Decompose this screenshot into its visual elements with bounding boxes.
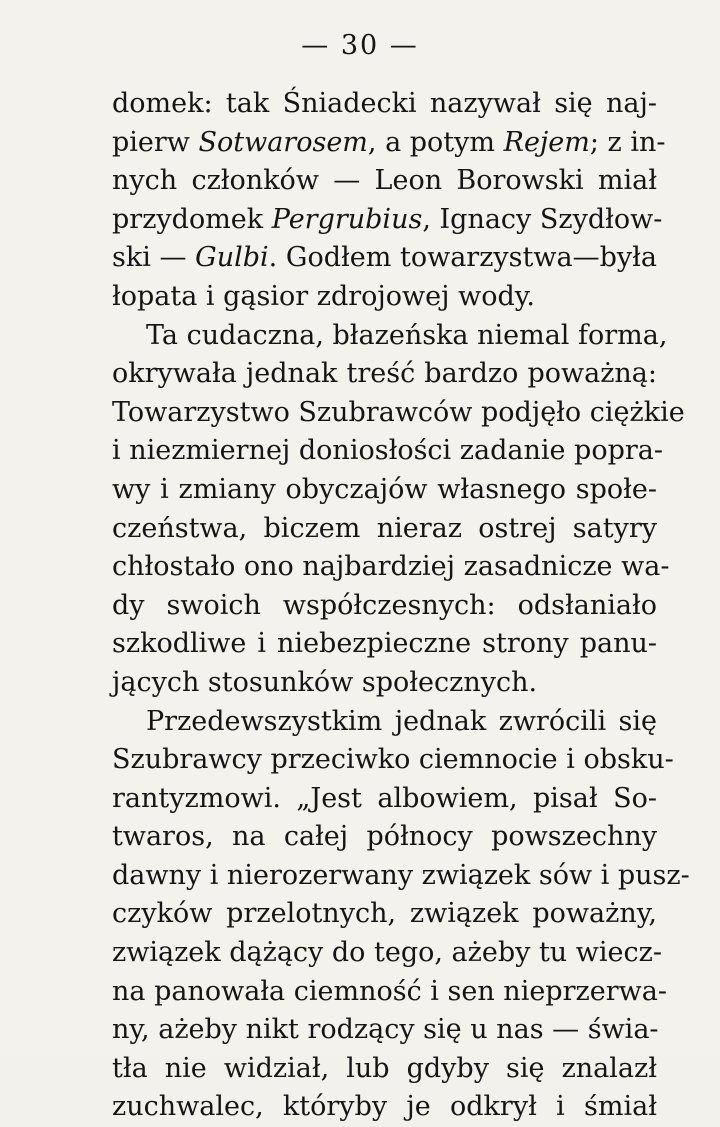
text-run: dawny i nierozerwany związek sów i pusz- [112,859,690,891]
italic-text-run: Sotwarosem [198,126,368,158]
text-line [112,1088,657,1127]
text-run: związek dążący do tego, ażeby tu wiecz- [112,937,662,969]
text-line [112,1011,657,1050]
text-run: wy i zmiany obyczajów własnego społe- [112,473,657,505]
text-line [112,124,666,163]
text-run: Ta cudaczna, błazeńska niemal forma, [146,319,668,351]
text-run: czyków przelotnych, związek poważny, [112,898,657,930]
italic-text-run: Pergrubius [271,203,423,235]
text-run: , Ignacy Szydłow- [422,203,663,235]
text-run: Szubrawcy przeciwko ciemnocie i obsku- [112,744,674,776]
text-run: tła nie widział, lub gdyby się znalazł [112,1052,657,1084]
text-line [112,278,657,317]
text-run: ny, ażeby nikt rodzący się u nas — świa- [112,1014,659,1046]
text-line [112,162,657,201]
text-run: . Godłem towarzystwa—była [268,242,657,274]
text-line [112,973,667,1012]
text-line [112,857,690,896]
text-run: szkodliwe i niebezpieczne strony panu- [112,628,657,660]
text-line [112,780,657,819]
text-run: dy swoich współczesnych: odsłaniało [112,589,657,621]
text-run: okrywała jednak treść bardzo poważną: [112,358,657,390]
text-line [112,548,670,587]
text-run: ski — [112,242,196,274]
text-run: chłostało ono najbardziej zasadnicze wa- [112,551,670,583]
text-line [112,818,657,857]
page-number: — 30 — [301,30,419,61]
text-line [112,432,664,471]
text-run: jących stosunków społecznych. [112,666,538,698]
text-run: łopata i gąsior zdrojowej wody. [112,280,535,312]
text-run: rantyzmowi. „Jest albowiem, pisał So- [112,782,657,814]
text-run: twaros, na całej północy powszechny [112,821,657,853]
text-run: ; z in- [589,126,666,158]
text-line [112,703,657,742]
italic-text-run: Rejem [503,126,590,158]
text-line [112,471,657,510]
text-run: domek: tak Śniadecki nazywał się naj- [112,88,657,119]
text-line [112,85,657,124]
body-text [112,85,690,1127]
text-line [112,510,657,549]
text-line [112,394,685,433]
text-run: przydomek [112,203,272,235]
text-run: i niezmiernej doniosłości zadanie popra- [112,435,664,467]
text-run: pierw [112,126,199,158]
text-run: , a potym [367,126,504,158]
text-run: nych członków — Leon Borowski miał [112,165,657,197]
text-line [112,355,657,394]
italic-text-run: Gulbi [195,242,269,274]
text-line [112,664,657,703]
text-run: na panowała ciemność i sen nieprzerwa- [112,975,667,1007]
text-line [112,317,668,356]
text-line [112,741,674,780]
text-line [112,934,662,973]
text-line [112,625,657,664]
text-line [112,201,663,240]
text-line [112,587,657,626]
text-run: czeństwa, biczem nieraz ostrej satyry [112,512,657,544]
text-line [112,895,657,934]
text-run: Towarzystwo Szubrawców podjęło ciężkie [112,396,685,428]
text-line [112,1050,657,1089]
text-run: Przedewszystkim jednak zwrócili się [146,705,657,737]
text-run: zuchwalec, któryby je odkrył i śmiał [112,1091,657,1123]
text-line [112,239,657,278]
